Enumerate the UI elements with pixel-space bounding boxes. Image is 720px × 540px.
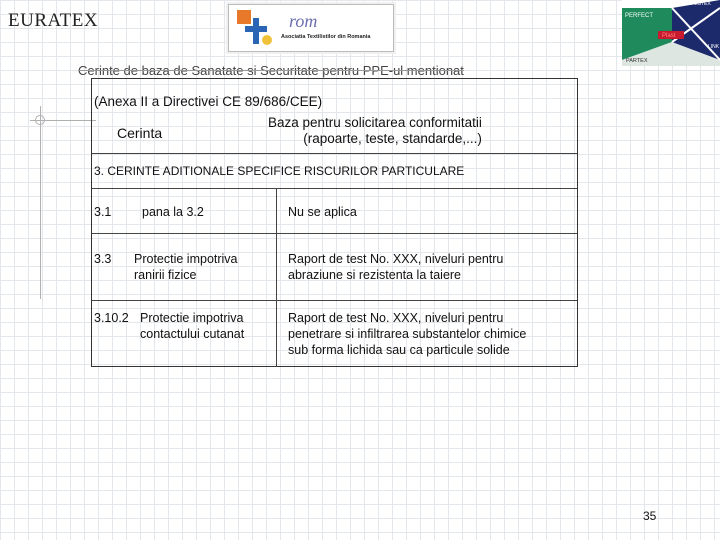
decorative-vertical-line (40, 106, 41, 299)
row-number: 3.10.2 (94, 311, 129, 325)
decorative-circle-icon (35, 115, 45, 125)
table-divider (92, 233, 577, 234)
row-basis: Raport de test No. XXX, niveluri pentru (288, 311, 504, 325)
atr-subtitle: Asociatia Textilistilor din Romania (281, 34, 371, 40)
euratex-logo: EURATEX (8, 10, 99, 31)
column-divider (276, 188, 277, 367)
logo-text-plast: Plast (662, 33, 676, 39)
atr-mark-icon (235, 8, 275, 48)
row-requirement: Protectie impotriva (140, 311, 244, 325)
column-header-basis-line1: Baza pentru solicitarea conformitatii (268, 115, 482, 130)
section-heading: 3. CERINTE ADITIONALE SPECIFICE RISCURILOR PARTICULARE (94, 164, 465, 178)
column-header-basis-line2: (rapoarte, teste, standarde,...) (303, 131, 482, 146)
table-divider (92, 153, 577, 154)
row-basis: penetrare si infiltrarea substantelor chimice (288, 327, 527, 341)
column-header-basis (268, 115, 482, 147)
table-divider (92, 188, 577, 189)
table-divider (92, 300, 577, 301)
perfect-plast-logo (622, 0, 720, 66)
row-basis: Raport de test No. XXX, niveluri pentru (288, 252, 504, 266)
atr-brand: rom (289, 11, 318, 31)
logo-text-perfect: PERFECT (625, 13, 654, 19)
logo-text-link: LINK (708, 44, 720, 50)
row-requirement: ranirii fizice (134, 268, 197, 282)
row-basis: abraziune si rezistenta la taiere (288, 268, 462, 282)
row-requirement: pana la 3.2 (142, 205, 204, 219)
row-basis: sub forma lichida sau ca particule solide (288, 343, 510, 357)
logo-text-partex: PARTEX (626, 58, 648, 64)
requirements-table (91, 78, 578, 367)
row-basis: Nu se aplica (288, 205, 357, 219)
row-requirement: contactului cutanat (140, 327, 245, 341)
column-header-requirement: Cerinta (117, 125, 163, 141)
atr-logo (228, 4, 394, 52)
row-requirement: Protectie impotriva (134, 252, 238, 266)
page-number: 35 (643, 509, 657, 523)
page-title: Cerinte de baza de Sanatate si Securitate pentru PPE-ul mentionat (78, 63, 464, 78)
logo-text-pestex: PESTEX (691, 1, 711, 7)
annex-reference: (Anexa II a Directivei CE 89/686/CEE) (94, 94, 323, 109)
row-number: 3.3 (94, 252, 112, 266)
row-number: 3.1 (94, 205, 112, 219)
